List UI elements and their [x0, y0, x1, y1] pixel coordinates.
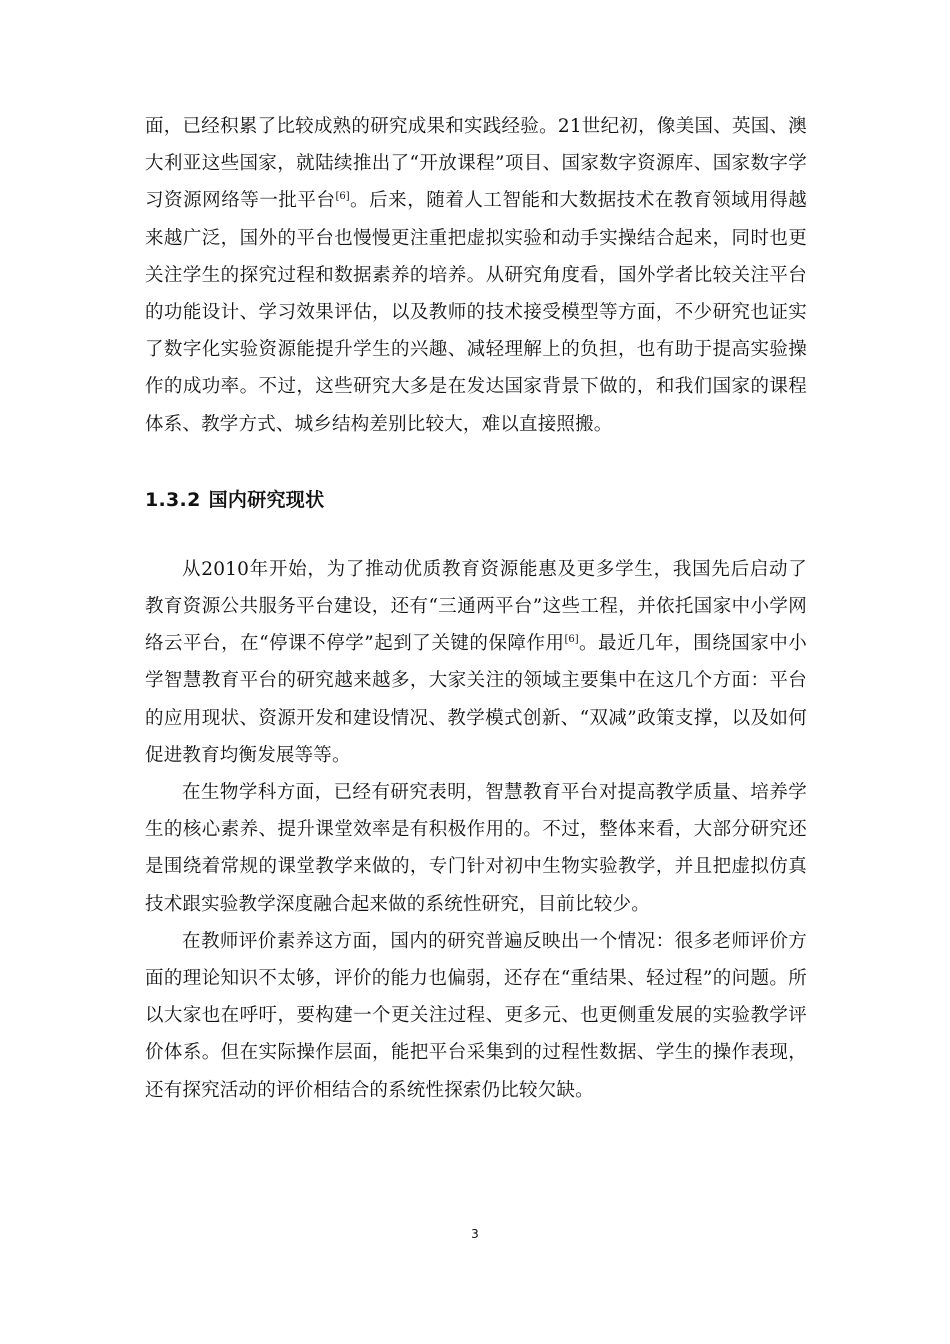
- citation-marker: [6]: [335, 191, 350, 203]
- citation-marker: [6]: [564, 634, 579, 646]
- page-number: 3: [471, 1227, 479, 1241]
- paragraph-teacher-evaluation: 在教师评价素养这方面，国内的研究普遍反映出一个情况：很多老师评价方面的理论知识不太够，评价的能力也偏弱，还存在“重结果、轻过程”的问题。所以大家也在呼吁，要构建一个更关注过程、更多元、也更侧重发展的实验教学评价体系。但在实际操作层面，能把平台采集到的过程性数据、学生的操作表现，还有探究活动的评价相结合的系统性探索仍比较欠缺。: [145, 930, 807, 1101]
- paragraph-text: 从2010年开始，为了推动优质教育资源能惠及更多学生，我国先后启动了教育资源公共服务平台建设，还有“三通两平台”这些工程，并依托国家中小学网络云平台，在“停课不停学”起到了关键的保障作用: [145, 558, 807, 655]
- section-title: 国内研究现状: [208, 488, 325, 511]
- paragraph-text: 。后来，随着人工智能和大数据技术在教育领域用得越来越广泛，国外的平台也慢慢更注重把虚拟实验和动手实操结合起来，同时也更关注学生的探究过程和数据素养的培养。从研究角度看，国外学者比较关注平台的功能设计、学习效果评估，以及教师的技术接受模型等方面，不少研究也证实了数字化实验资源能提升学生的兴趣、减轻理解上的负担，也有助于提高实验操作的成功率。不过，这些研究大多是在发达国家背景下做的，和我们国家的课程体系、教学方式、城乡结构差别比较大，难以直接照搬。: [145, 190, 807, 435]
- paragraph-domestic-platforms: [145, 551, 807, 774]
- page-body: [145, 108, 807, 1109]
- section-number: 1.3.2: [145, 488, 201, 511]
- section-heading: [145, 486, 807, 514]
- paragraph-biology-research: 在生物学科方面，已经有研究表明，智慧教育平台对提高教学质量、培养学生的核心素养、提升课堂效率是有积极作用的。不过，整体来看，大部分研究还是围绕着常规的课堂教学来做的，专门针对初中生物实验教学，并且把虚拟仿真技术跟实验教学深度融合起来做的系统性研究，目前比较少。: [145, 782, 807, 915]
- paragraph-text: 。最近几年，围绕国家中小学智慧教育平台的研究越来越多，大家关注的领域主要集中在这几个方面：平台的应用现状、资源开发和建设情况、教学模式创新、“双减”政策支撑，以及如何促进教育均衡发展等等。: [145, 633, 807, 766]
- paragraph-text: 面，已经积累了比较成熟的研究成果和实践经验。21世纪初，像美国、英国、澳大利亚这些国家，就陆续推出了“开放课程”项目、国家数字资源库、国家数字学习资源网络等一批平台: [145, 116, 807, 212]
- paragraph-foreign-research-continued: [145, 108, 807, 443]
